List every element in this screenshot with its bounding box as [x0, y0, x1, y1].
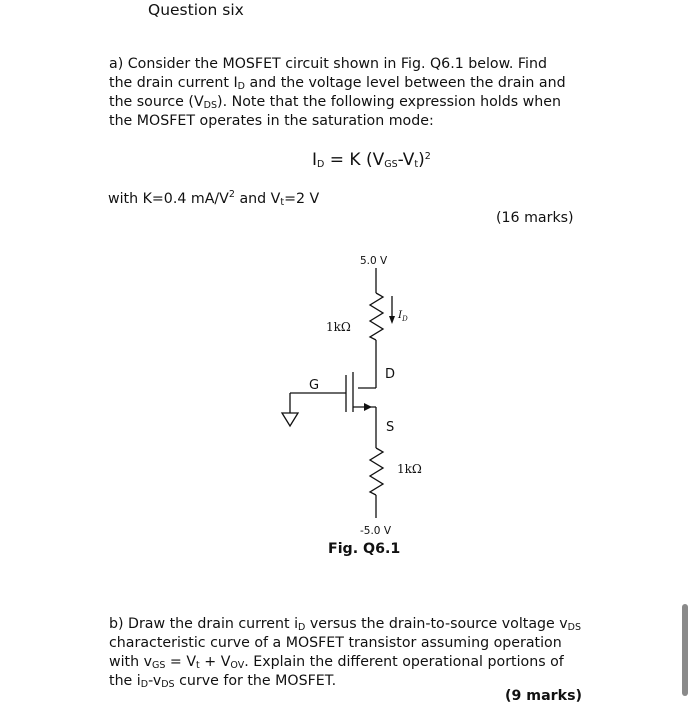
part-b-line-3: with $v_{GS} = V_t + V_{OV}$. Explain the different operational portions of [109, 654, 564, 671]
part-b-line-2: characteristic curve of a MOSFET transistor assuming operation [109, 635, 562, 651]
vertical-scrollbar[interactable] [682, 604, 688, 696]
current-arrow-icon [389, 316, 395, 324]
part-a-line-4: the MOSFET operates in the saturation mode: [109, 113, 434, 129]
part-b-text [109, 615, 582, 691]
part-a-line-1: a) Consider the MOSFET circuit shown in Fig. Q6.1 below. Find [109, 56, 547, 72]
part-b-line-1: b) Draw the drain current $i_D$ versus the drain-to-source voltage $v_{DS}$ [109, 616, 582, 633]
parameters-line: with K=0.4 $mA/V^2$ and $V_t=2$ V [108, 189, 320, 208]
part-a-line-3: the source $(V_{DS})$. Note that the following expression holds when [109, 94, 561, 111]
ground-symbol [282, 413, 298, 426]
source-resistor-label: 1kΩ [397, 462, 422, 476]
source-arrow-icon [364, 403, 372, 411]
drain-label: D [385, 367, 396, 382]
source-resistor [370, 448, 383, 495]
vdd-label: 5.0 V [360, 255, 388, 267]
current-label: $I_D$ [398, 309, 408, 323]
marks-part-a: (16 marks) [496, 210, 574, 226]
vss-label: -5.0 V [360, 525, 392, 537]
saturation-equation: $I_D = K$ $(V_{GS}-V_t)^2$ [312, 150, 431, 170]
source-label: S [386, 420, 395, 435]
gate-label: G [309, 378, 320, 393]
drain-resistor [370, 293, 383, 340]
marks-part-b: (9 marks) [505, 688, 583, 704]
question-heading: Question six [148, 1, 244, 19]
part-b-line-4: the $i_D-v_{DS}$ curve for the MOSFET. [109, 673, 337, 690]
part-a-line-2: the drain current $I_D$ and the voltage level between the drain and [109, 75, 566, 92]
drain-resistor-label: 1kΩ [326, 320, 351, 334]
figure-caption: Fig. Q6.1 [328, 541, 401, 557]
